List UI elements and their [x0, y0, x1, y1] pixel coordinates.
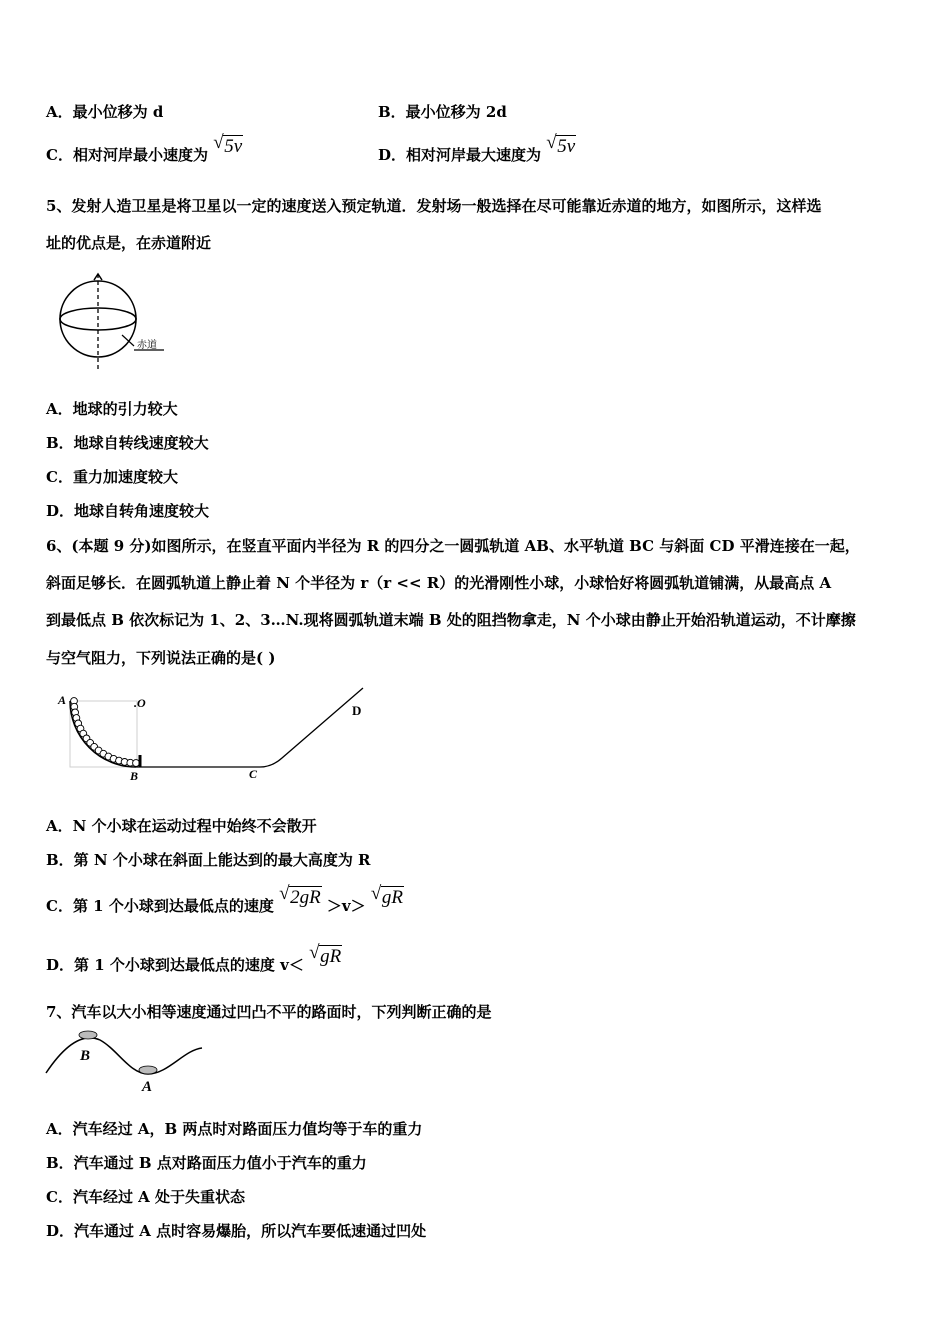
q6-stem-line1: 6、(本题 9 分)如图所示，在竖直平面内半径为 R 的四分之一圆弧轨道 AB、水平轨道 BC 与斜面 CD 平滑连接在一起，	[46, 537, 860, 555]
road-label-b: B	[80, 1048, 91, 1064]
incline-track-cd	[260, 688, 363, 767]
ball	[133, 760, 140, 767]
road-label-a: A	[142, 1079, 153, 1095]
earth-equator-figure	[50, 272, 175, 376]
q6-option-c-inequality: ＞v＞	[326, 897, 366, 915]
q5-option-a: A．地球的引力较大	[46, 400, 178, 418]
q4-option-a: A．最小位移为 d	[46, 103, 164, 121]
label-b: B	[130, 769, 139, 782]
q7-option-a: A．汽车经过 A，B 两点时对路面压力值均等于车的重力	[46, 1120, 423, 1138]
sqrt-gr: √ gR	[309, 942, 342, 967]
label-a: A	[58, 693, 67, 707]
q4-option-b: B．最小位移为 2d	[378, 103, 507, 121]
q5-stem-line2: 址的优点是，在赤道附近	[46, 234, 212, 252]
q5-stem-line1: 5、发射人造卫星是将卫星以一定的速度送入预定轨道．发射场一般选择在尽可能靠近赤道的地方，如图所示，这样选	[46, 197, 822, 215]
q7-option-c: C．汽车经过 A 处于失重状态	[46, 1188, 246, 1206]
label-o: .O	[134, 696, 146, 710]
q4-option-c-text: C．相对河岸最小速度为	[46, 146, 208, 164]
track-figure	[50, 682, 370, 782]
car-at-a	[139, 1066, 157, 1074]
sqrt-expression: √ 5v	[546, 132, 576, 157]
q6-stem-line2: 斜面足够长．在圆弧轨道上静止着 N 个半径为 r（r << R）的光滑刚性小球，小球恰好将圆弧轨道铺满，从最高点 A	[46, 574, 832, 592]
q7-stem: 7、汽车以大小相等速度通过凹凸不平的路面时，下列判断正确的是	[46, 1003, 492, 1021]
q6-option-b: B．第 N 个小球在斜面上能达到的最大高度为 R	[46, 851, 371, 869]
q4-option-d	[378, 132, 576, 165]
q6-option-a: A．N 个小球在运动过程中始终不会散开	[46, 817, 317, 835]
q6-stem-line4: 与空气阻力，下列说法正确的是( )	[46, 649, 276, 667]
car-at-b	[79, 1031, 97, 1039]
road-curve	[46, 1038, 202, 1074]
balls-group	[71, 698, 140, 767]
q5-option-d: D．地球自转角速度较大	[46, 502, 210, 520]
q6-option-c-text: C．第 1 个小球到达最低点的速度	[46, 897, 274, 915]
label-c: C	[249, 767, 258, 781]
q4-option-c	[46, 132, 243, 165]
sqrt-gr: √ gR	[370, 883, 403, 908]
sqrt-expression: √ 5v	[213, 132, 243, 157]
sqrt-2gr: √ 2gR	[279, 883, 321, 908]
q5-option-b: B．地球自转线速度较大	[46, 434, 209, 452]
q6-option-d-text: D．第 1 个小球到达最低点的速度 v＜	[46, 956, 304, 974]
q5-option-c: C．重力加速度较大	[46, 468, 178, 486]
q6-option-c	[46, 883, 404, 916]
q6-stem-line3: 到最低点 B 依次标记为 1、2、3…N.现将圆弧轨道末端 B 处的阻挡物拿走，N 个小球由静止开始沿轨道运动，不计摩擦	[46, 611, 856, 629]
q6-option-d	[46, 942, 342, 975]
q4-option-d-text: D．相对河岸最大速度为	[378, 146, 542, 164]
q7-option-d: D．汽车通过 A 点时容易爆胎，所以汽车要低速通过凹处	[46, 1222, 427, 1240]
equator-label: 赤道	[137, 340, 157, 351]
label-d: D	[352, 703, 362, 718]
road-figure	[44, 1028, 209, 1098]
q7-option-b: B．汽车通过 B 点对路面压力值小于汽车的重力	[46, 1154, 367, 1172]
